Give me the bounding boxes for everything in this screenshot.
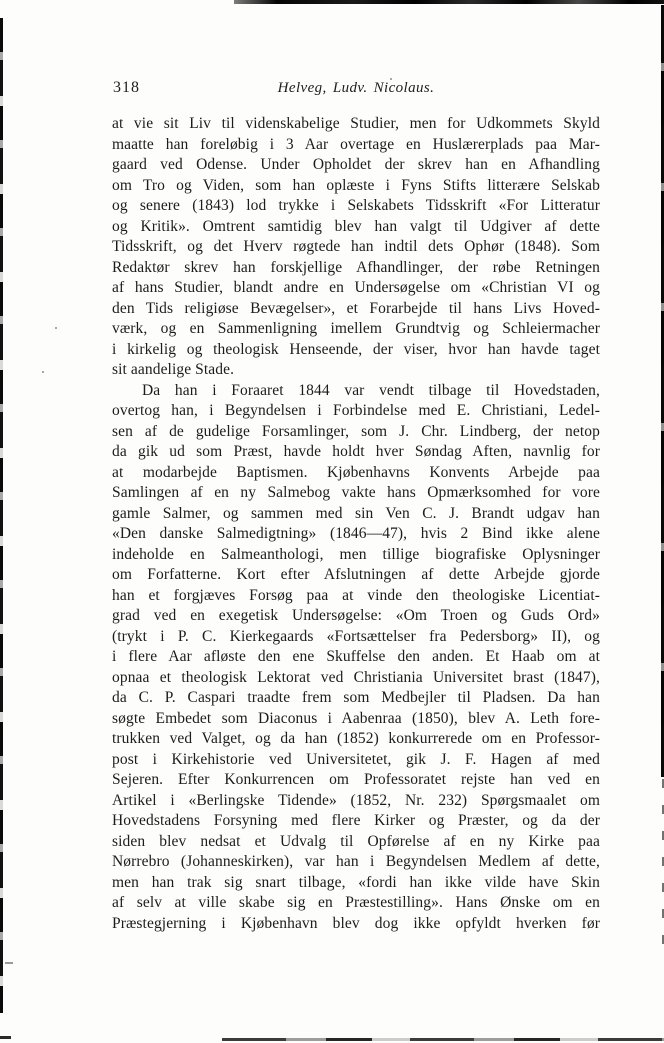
text-line: og senere (1843) lod trykke i Selskabets Tidsskrift «For Litteratur xyxy=(112,197,600,214)
scan-artifact-bottom-left-mark xyxy=(0,1036,11,1039)
scan-artifact-left-edge xyxy=(0,18,3,1013)
text-line: sen af de gudelige Forsamlinger, som J. Chr. Lindberg, der netop xyxy=(112,422,600,440)
text-line: Nørrebro (Johanneskirken), var han i Begyndelsen Medlem af dette, xyxy=(112,853,600,870)
text-line: i flere Aar afløste den ene Skuffelse den anden. Et Haab om at xyxy=(112,648,600,665)
text-line: post i Kirkehistorie ved Universitetet, gik J. F. Hagen af med xyxy=(112,750,600,768)
text-line: af selv at ville skabe sig en Præstestilling». Hans Ønske om en xyxy=(112,894,600,911)
text-line: gamle Salmer, og sammen med sin Ven C. J. Brandt udgav han xyxy=(112,504,600,522)
scan-artifact-top-edge xyxy=(234,0,664,4)
text-line: Tidsskrift, og det Hverv røgtede han indtil dets Ophør (1848). Som xyxy=(112,238,600,255)
text-line: da gik ud som Præst, havde holdt hver Søndag Aften, navnlig for xyxy=(112,443,600,460)
text-line: søgte Embedet som Diaconus i Aabenraa (1850), blev A. Leth fore- xyxy=(112,709,600,727)
scan-artifact-margin-dash xyxy=(5,962,13,964)
text-line: trukken ved Valget, og da han (1852) konkurrerede om en Professor- xyxy=(112,730,600,747)
text-line: gaard ved Odense. Under Opholdet der skrev han en Afhandling xyxy=(112,156,600,173)
text-line: men han trak sig snart tilbage, «fordi han ikke vilde have Skin xyxy=(112,873,600,891)
text-line: Da han i Foraaret 1844 var vendt tilbage til Hovedstaden, xyxy=(142,381,600,399)
text-line: overtog han, i Begyndelsen i Forbindelse med E. Christiani, Ledel- xyxy=(112,402,600,419)
text-line: sit aandelige Stade. xyxy=(112,361,235,378)
text-line: indeholde en Salmeanthologi, men tillige biografiske Oplysninger xyxy=(112,545,600,563)
text-line: Samlingen af en ny Salmebog vakte hans Opmærksomhed for vore xyxy=(112,484,600,501)
text-line: maatte han foreløbig i 3 Aar overtage en Huslærerplads paa Mar- xyxy=(112,135,600,153)
text-line: i kirkelig og theologisk Henseende, der viser, hvor han havde taget xyxy=(112,340,600,358)
text-line: og Kritik». Omtrent samtidig blev han valgt til Udgiver af dette xyxy=(112,217,600,235)
page-header xyxy=(112,79,600,101)
text-line: siden blev nedsat et Udvalg til Opførelse af en ny Kirke paa xyxy=(112,832,600,850)
text-line: at vie sit Liv til videnskabelige Studier, men for Udkommets Skyld xyxy=(112,115,600,132)
scan-artifact-bottom-edge xyxy=(222,1038,664,1041)
text-line: Præstegjerning i Kjøbenhavn blev dog ikke opfyldt hverken før xyxy=(112,914,600,932)
text-line: at modarbejde Baptismen. Kjøbenhavns Konvents Arbejde paa xyxy=(112,463,600,481)
text-line: Hovedstadens Forsyning med flere Kirker og Præster, og da der xyxy=(112,812,600,829)
scan-speck xyxy=(42,371,44,373)
text-line: Sejeren. Efter Konkurrencen om Professoratet rejste han ved en xyxy=(112,771,600,788)
running-title: Helveg, Ludv. Nicolaus. xyxy=(277,80,435,96)
text-line: af hans Studier, blandt andre en Undersøgelse om «Christian VI og xyxy=(112,279,600,296)
text-line: (trykt i P. C. Kierkegaards «Fortsættelser fra Pedersborg» II), og xyxy=(112,627,600,645)
text-line: den Tids religiøse Bevægelser», et Forarbejde til hans Livs Hoved- xyxy=(112,299,600,317)
text-line: da C. P. Caspari traadte frem som Medbejler til Pladsen. Da han xyxy=(112,689,600,706)
text-line: «Den danske Salmedigtning» (1846—47), hvis 2 Bind ikke alene xyxy=(112,525,600,542)
text-line: værk, og en Sammenligning imellem Grundtvig og Schleiermacher xyxy=(112,320,600,337)
page-number: 318 xyxy=(113,79,140,96)
text-line: Redaktør skrev han forskjellige Afhandlinger, der røbe Retningen xyxy=(112,258,600,276)
text-line: om Tro og Viden, som han oplæste i Fyns Stifts litterære Selskab xyxy=(112,176,600,194)
page-body-text xyxy=(112,114,600,934)
text-line: Artikel i «Berlingske Tidende» (1852, Nr. 232) Spørgsmaalet om xyxy=(112,791,600,809)
text-line: grad ved en exegetisk Undersøgelse: «Om Troen og Guds Ord» xyxy=(112,607,600,624)
text-line: opnaa et theologisk Lektorat ved Christiania Universitet brast (1847), xyxy=(112,668,600,686)
scan-speck xyxy=(55,327,57,329)
text-line: han et forgjæves Forsøg paa at vinde den theologiske Licentiat- xyxy=(112,586,600,604)
text-line: om Forfatterne. Kort efter Afslutningen af dette Arbejde gjorde xyxy=(112,566,600,583)
